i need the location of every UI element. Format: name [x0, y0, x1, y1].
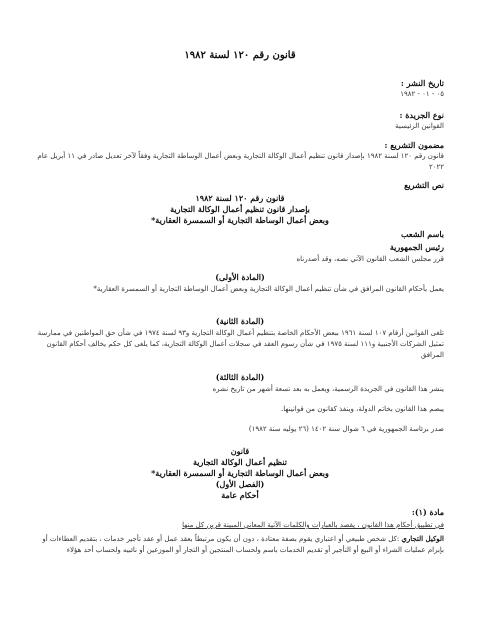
law-2-line-2: تنظيم أعمال الوكالة التجارية: [193, 457, 287, 467]
general-provisions: أحكام عامة: [221, 490, 259, 500]
document-page: [36, 0, 444, 640]
article-2-title: (المادة الثانية): [215, 316, 265, 326]
text-section-label: نص التشريع: [404, 180, 444, 190]
agent-term: الوكيل التجاري: [401, 534, 444, 543]
subject-value: قانون رقم ١٢٠ لسنة ١٩٨٢ بإصدار قانون تنظيم أعمال الوكالة التجارية وبعض أعمال الوساطة التجارية وفقاً لآخر تعديل صادر في ١١ أبريل عام ٢٠٢٢: [37, 152, 444, 171]
enactment-line: قرر مجلس الشعب القانون الآتي نصه، وقد أصدرناه: [296, 255, 444, 263]
law-header-2: بإصدار قانون تنظيم أعمال الوكالة التجارية: [170, 204, 310, 214]
president-title: رئيس الجمهورية: [389, 242, 444, 252]
article-1-text: يعمل بأحكام القانون المرافق في شأن تنظيم أعمال الوكالة التجارية وبعض أعمال الوساطة التجارية أو السمسرة العقارية*: [93, 285, 444, 293]
paper-type-value: القوانين الرئيسية: [395, 122, 444, 130]
chapter-title: (الفصل الأول): [215, 479, 265, 489]
article-3-text: ينشر هذا القانون في الجريدة الرسمية، ويعمل به بعد تسعة أشهر من تاريخ نشره: [212, 385, 444, 393]
publish-date-label: تاريخ النشر :: [400, 78, 444, 88]
law-2-line-3: وبعض أعمال الوساطة التجارية أو السمسرة العقارية*: [151, 468, 329, 478]
document-title: قانون رقم ١٢٠ لسنة ١٩٨٢: [184, 50, 296, 61]
people-name: باسم الشعب: [401, 229, 444, 239]
subject-label: مضمون التشريع :: [384, 140, 444, 150]
publish-date-value: ٠٥ - ٠١ - ١٩٨٢: [400, 90, 444, 98]
article-2-text: تلغى القوانين أرقام ١٠٧ لسنة ١٩٦١ ببعض الأحكام الخاصة بتنظيم أعمال الوكالة التجارية و٩٣ لسنة ١٩٧٤ في شأن حق المواطنين في ممارسة تمثيل الشركات الأجنبية و١١١ لسنة ١٩٧٥ في شأن رسوم العقد في سجلات أعمال الوكالة التجارية، كما يلغى كل حكم يخالف أحكام القانون المرافق: [37, 329, 444, 359]
agent-definition-text: :كل شخص طبيعي أو اعتباري يقوم بصفة معتادة ، دون أن يكون مرتبطاً بعقد عمل أو عقد تأجير خدمات ، بتقديم العطاءات أو بإبرام عمليات الشراء أو البيع أو التأجير أو تقديم الخدمات باسم ولحساب المنتجين أو التجار أو الموزعين أو نائبيه ولحساب أحد هؤلاء: [42, 535, 444, 554]
law-2-title: قانون: [230, 446, 250, 456]
law-header-1: قانون رقم ١٢٠ لسنة ١٩٨٢: [195, 193, 285, 203]
article-m1-intro: في تطبيق أحكام هذا القانون ، يقصد بالعبارات والكلمات الآتية المعاني المبينة قرين كل منها: [182, 521, 444, 529]
issued-line: صدر برئاسة الجمهورية في ٦ شوال سنة ١٤٠٢ (٢٦ يوليه سنة ١٩٨٢): [248, 425, 444, 433]
article-3-title: (المادة الثالثة): [215, 372, 265, 382]
seal-line: يبصم هذا القانون بخاتم الدولة، وينفذ كقانون من قوانينها.: [281, 405, 444, 413]
paper-type-label: نوع الجريدة :: [399, 110, 444, 120]
article-m1-title: مادة (١):: [411, 507, 444, 517]
law-header-3: وبعض أعمال الوساطة التجارية أو السمسرة العقارية*: [151, 215, 329, 225]
article-1-title: (المادة الأولى): [215, 272, 265, 282]
agent-definition: [36, 533, 444, 556]
